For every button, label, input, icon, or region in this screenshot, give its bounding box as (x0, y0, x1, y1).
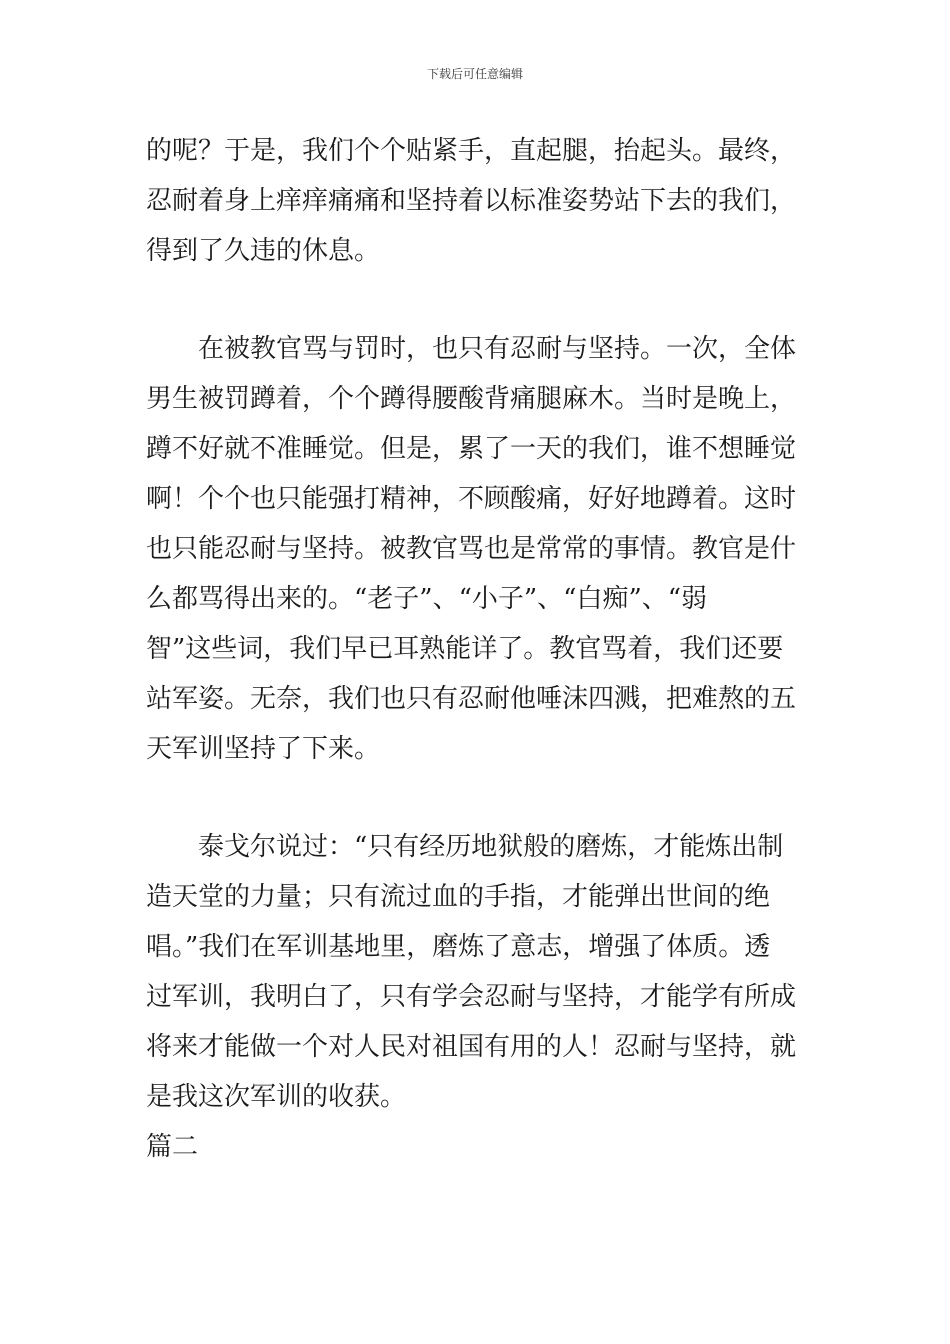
text-line: 将来才能做一个对人民对祖国有用的人！忍耐与坚持，就 (146, 1032, 797, 1062)
text-line: 啊！个个也只能强打精神，不顾酸痛，好好地蹲着。这时 (146, 484, 797, 514)
text-line: 天军训坚持了下来。 (146, 734, 381, 764)
paragraph-1 (146, 126, 808, 276)
paragraph-gap (146, 774, 808, 822)
paragraph-2 (146, 324, 808, 774)
text-line: 蹲不好就不准睡觉。但是，累了一天的我们，谁不想睡觉 (146, 434, 797, 464)
text-line: 过军训，我明白了，只有学会忍耐与坚持，才能学有所成 (146, 982, 797, 1012)
text-line: 的呢？于是，我们个个贴紧手，直起腿，抬起头。最终， (146, 136, 797, 166)
text-line: 么都骂得出来的。“老子”、“小子”、“白痴”、“弱 (146, 584, 708, 614)
paragraph-3 (146, 822, 808, 1172)
page-header: 下载后可任意编辑 (426, 67, 523, 81)
text-line: 在被教官骂与罚时，也只有忍耐与坚持。一次，全体 (146, 334, 797, 364)
text-line: 泰戈尔说过：“只有经历地狱般的磨炼，才能炼出制 (146, 832, 784, 862)
text-line: 得到了久违的休息。 (146, 236, 381, 266)
text-line: 男生被罚蹲着，个个蹲得腰酸背痛腿麻木。当时是晚上， (146, 384, 797, 414)
text-line: 唱。”我们在军训基地里，磨炼了意志，增强了体质。透 (146, 932, 771, 962)
section-heading: 篇二 (146, 1132, 199, 1162)
text-line: 智”这些词，我们早已耳熟能详了。教官骂着，我们还要 (146, 634, 784, 664)
document-body (146, 126, 808, 1172)
text-line: 站军姿。无奈，我们也只有忍耐他唾沫四溅，把难熬的五 (146, 684, 797, 714)
text-line: 是我这次军训的收获。 (146, 1082, 407, 1112)
paragraph-gap (146, 276, 808, 324)
text-line: 也只能忍耐与坚持。被教官骂也是常常的事情。教官是什 (146, 534, 797, 564)
text-line: 造天堂的力量；只有流过血的手指，才能弹出世间的绝 (146, 882, 771, 912)
text-line: 忍耐着身上痒痒痛痛和坚持着以标准姿势站下去的我们， (146, 186, 797, 216)
